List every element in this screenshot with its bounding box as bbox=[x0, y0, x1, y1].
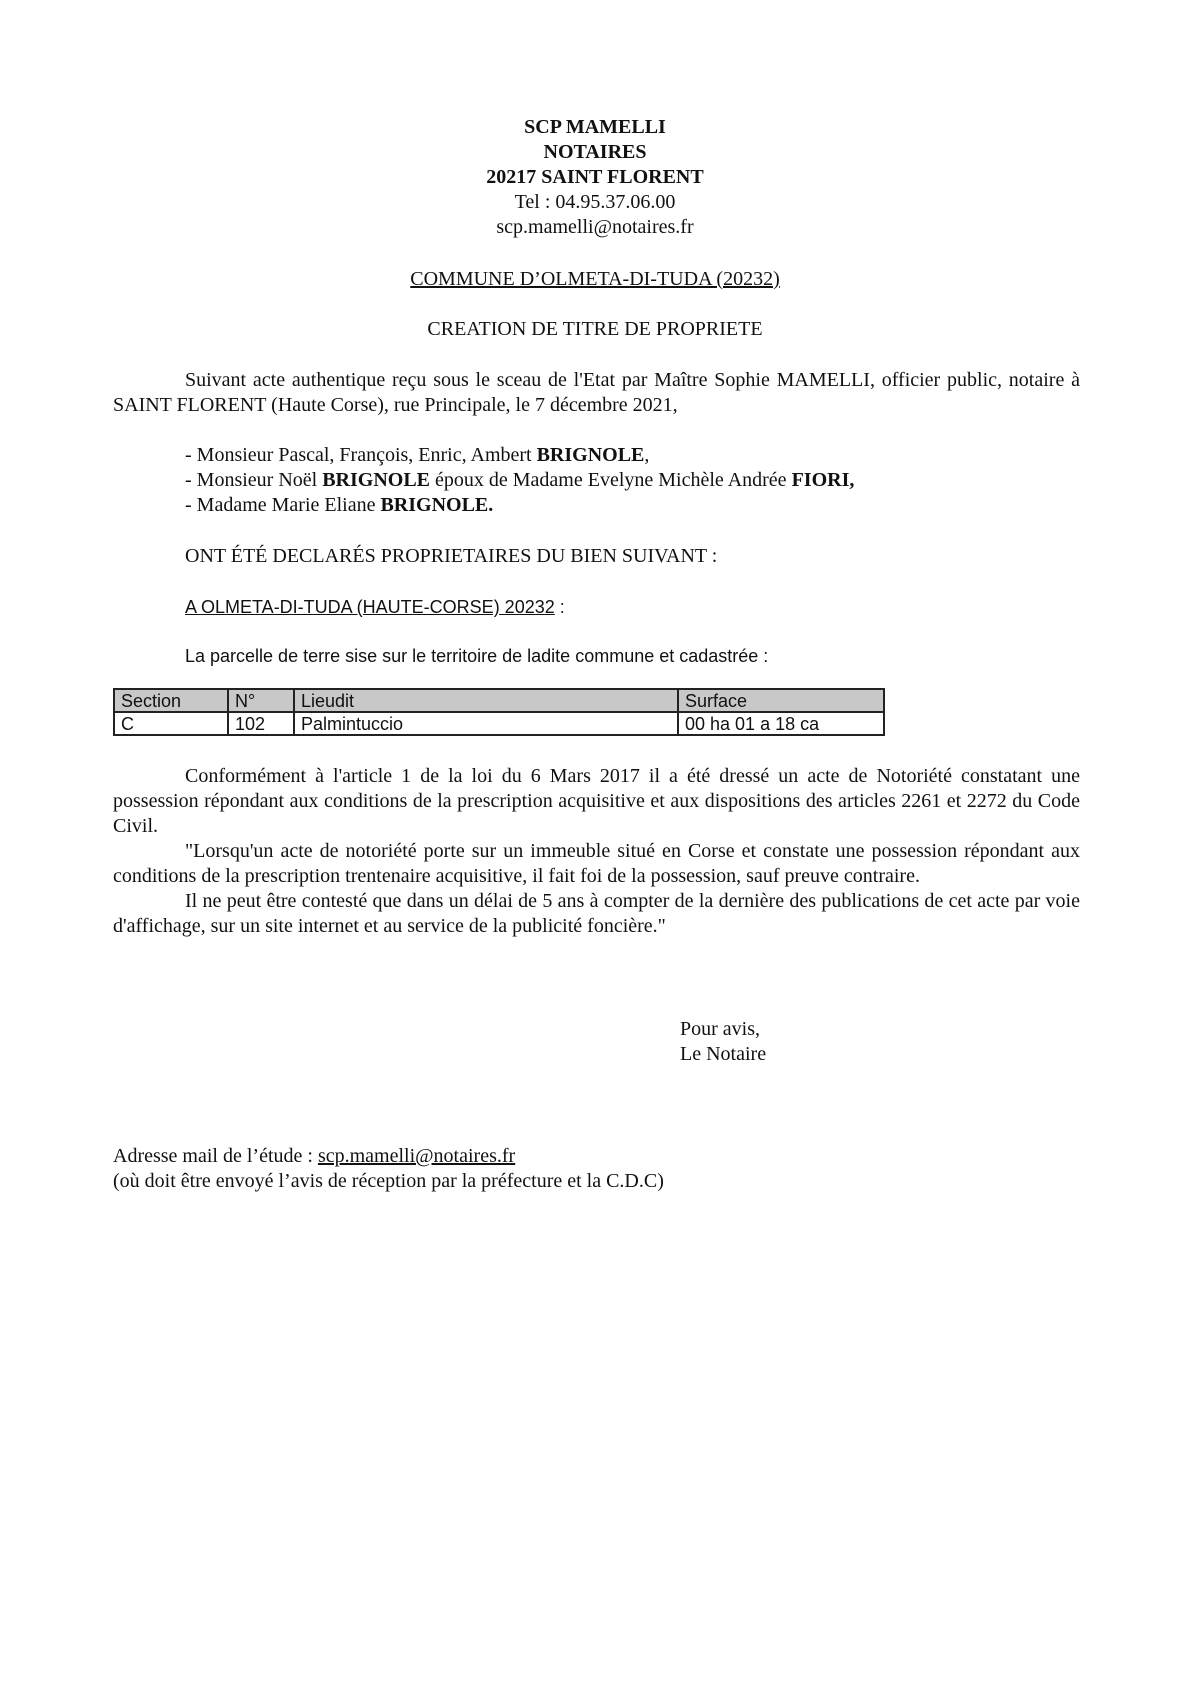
legal-paragraph: Il ne peut être contesté que dans un délai de 5 ans à compter de la dernière des publications de cet acte par voie d'affichage, sur un site internet et au service de la publicité foncière." bbox=[113, 890, 1080, 937]
commune-heading bbox=[0, 267, 1190, 292]
owner-line bbox=[185, 443, 1080, 468]
firm-email: scp.mamelli@notaires.fr bbox=[496, 216, 694, 238]
column-header: N° bbox=[228, 689, 294, 712]
column-header: Surface bbox=[678, 689, 884, 712]
footer-mail-link[interactable]: scp.mamelli@notaires.fr bbox=[317, 1145, 516, 1167]
cadastre-table bbox=[113, 688, 885, 736]
owner-prefix: - Madame Marie Eliane bbox=[185, 494, 381, 516]
table-row bbox=[114, 712, 884, 735]
footer-mail-line bbox=[113, 1144, 1080, 1169]
signature-line: Pour avis, bbox=[680, 1018, 760, 1040]
intro-paragraph: Suivant acte authentique reçu sous le sceau de l'Etat par Maître Sophie MAMELLI, officier public, notaire à SAINT FLORENT (Haute Corse), rue Principale, le 7 décembre 2021, bbox=[113, 369, 1080, 416]
owner-name: BRIGNOLE bbox=[536, 444, 645, 466]
owner-prefix: - Monsieur Noël bbox=[185, 469, 323, 491]
firm-profession: NOTAIRES bbox=[543, 141, 647, 163]
owner-name: BRIGNOLE. bbox=[380, 494, 494, 516]
parcel-intro: La parcelle de terre sise sur le territoire de ladite commune et cadastrée : bbox=[185, 646, 769, 666]
table-cell: 102 bbox=[228, 712, 294, 735]
table-cell: 00 ha 01 a 18 ca bbox=[678, 712, 884, 735]
firm-phone: Tel : 04.95.37.06.00 bbox=[514, 191, 676, 213]
owner-line bbox=[185, 493, 1080, 518]
owner-prefix: - Monsieur Pascal, François, Enric, Ambert bbox=[185, 444, 537, 466]
firm-name: SCP MAMELLI bbox=[524, 116, 666, 138]
owners-list bbox=[185, 443, 1080, 518]
firm-city: 20217 SAINT FLORENT bbox=[486, 166, 704, 188]
column-header: Section bbox=[114, 689, 228, 712]
footer-note: (où doit être envoyé l’avis de réception par la préfecture et la C.D.C) bbox=[113, 1170, 664, 1192]
document-title: CREATION DE TITRE DE PROPRIETE bbox=[427, 318, 763, 340]
location-line bbox=[185, 595, 1080, 620]
table-cell: C bbox=[114, 712, 228, 735]
legal-paragraph: "Lorsqu'un acte de notoriété porte sur un immeuble situé en Corse et constate une possession répondant aux conditions de la prescription trentenaire acquisitive, il fait foi de la possession, sauf preuve contraire. bbox=[113, 840, 1080, 887]
footer-block bbox=[113, 1144, 1080, 1194]
spouse-prefix: époux de Madame Evelyne Michèle Andrée bbox=[430, 469, 792, 491]
table-header-row bbox=[114, 689, 884, 712]
location-suffix: : bbox=[554, 597, 565, 617]
owner-name: BRIGNOLE bbox=[322, 469, 431, 491]
spouse-name: FIORI, bbox=[791, 469, 855, 491]
owner-suffix: , bbox=[644, 444, 650, 466]
legal-paragraph: Conformément à l'article 1 de la loi du 6 Mars 2017 il a été dressé un acte de Notoriété constatant une possession répondant aux conditions de la prescription acquisitive et aux dispositions des articles 2261 et 2272 du Code Civil. bbox=[113, 765, 1080, 837]
column-header: Lieudit bbox=[294, 689, 678, 712]
signature-line: Le Notaire bbox=[680, 1043, 767, 1065]
signature-block bbox=[680, 1017, 980, 1067]
declaration-line: ONT ÉTÉ DECLARÉS PROPRIETAIRES DU BIEN SUIVANT : bbox=[185, 545, 718, 567]
owner-line bbox=[185, 468, 1080, 493]
table-cell: Palmintuccio bbox=[294, 712, 678, 735]
footer-mail-label: Adresse mail de l’étude : bbox=[113, 1145, 318, 1167]
commune-heading-text: COMMUNE D’OLMETA-DI-TUDA (20232) bbox=[410, 268, 780, 290]
legal-section bbox=[113, 764, 1080, 939]
location-label: A OLMETA-DI-TUDA (HAUTE-CORSE) 20232 bbox=[185, 597, 555, 617]
